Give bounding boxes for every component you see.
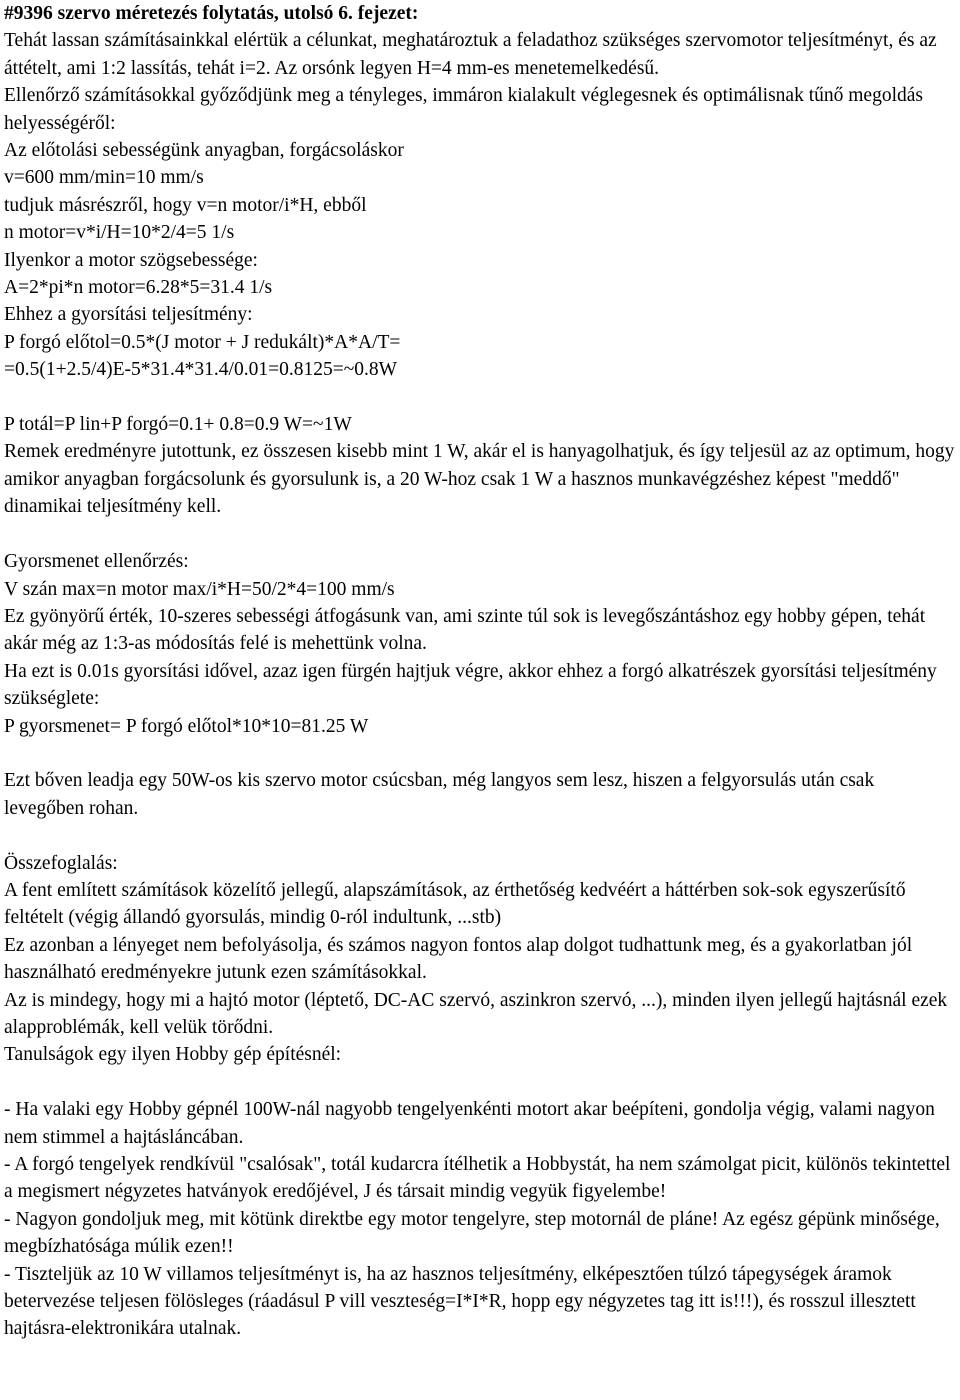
paragraph-line: =0.5(1+2.5/4)E-5*31.4*31.4/0.01=0.8125=~0.8W (4, 359, 398, 381)
paragraph-line: tudjuk másrészről, hogy v=n motor/i*H, ebből (4, 194, 367, 216)
paragraph-line: P gyorsmenet= P forgó előtol*10*10=81.25 W (4, 715, 369, 737)
paragraph-line: A=2*pi*n motor=6.28*5=31.4 1/s (4, 277, 273, 299)
blank-line (4, 521, 956, 548)
paragraph-line: Tanulságok egy ilyen Hobby gép építésnél: (4, 1044, 342, 1066)
paragraph-line: - Nagyon gondoljuk meg, mit kötünk direktbe egy motor tengelyre, step motornál de pláne! Az egész gépünk minősége, megbízhatósága múlik ezen!! (4, 1208, 945, 1258)
paragraph-line: V szán max=n motor max/i*H=50/2*4=100 mm/s (4, 578, 395, 600)
paragraph-line: P forgó előtol=0.5*(J motor + J redukált)*A*A/T= (4, 331, 401, 353)
blank-line (4, 384, 956, 411)
blank-line (4, 822, 956, 849)
paragraph-line: Ellenőrző számításokkal győződjünk meg a tényleges, immáron kialakult véglegesnek és optimálisnak tűnő megoldás helyességéről: (4, 85, 928, 134)
paragraph-line: P totál=P lin+P forgó=0.1+ 0.8=0.9 W=~1W (4, 414, 352, 436)
paragraph-line: A fent említett számítások közelítő jellegű, alapszámítások, az érthetőség kedvéért a háttérben sok-sok egyszerűsítő feltételt (végig állandó gyorsulás, mindig 0-ról indultunk, ...stb) (4, 879, 911, 929)
paragraph-line: - Tiszteljük az 10 W villamos teljesítményt is, ha az hasznos teljesítmény, elképesztően túlzó tápegységek áramok betervezése teljesen fölösleges (ráadásul P vill veszteség=I*I*R, hopp egy négyzetes tag itt is!!!), és rosszul illesztett hajtásra-elektronikára utalnak. (4, 1263, 921, 1340)
paragraph-line: v=600 mm/min=10 mm/s (4, 167, 204, 189)
document-lines (4, 27, 960, 1342)
blank-line (4, 1069, 956, 1096)
paragraph-line: Az is mindegy, hogy mi a hajtó motor (léptető, DC-AC szervó, aszinkron szervó, ...), minden ilyen jellegű hajtásnál ezek alapproblémák, kell velük törődni. (4, 989, 953, 1038)
paragraph-line: Remek eredményre jutottunk, ez összesen kisebb mint 1 W, akár el is hanyagolhatjuk, és így teljesül az az optimum, hogy amikor anyagban forgácsolunk és gyorsulunk is, a 20 W-hoz csak 1 W a hasznos munkavégzéshez képest "meddő" dinamikai teljesítmény kell. (4, 441, 960, 518)
document-body (4, 0, 960, 1343)
paragraph-line: Ezt bőven leadja egy 50W-os kis szervo motor csúcsban, még langyos sem lesz, hiszen a felgyorsulás után csak levegőben rohan. (4, 770, 880, 819)
paragraph-line: n motor=v*i/H=10*2/4=5 1/s (4, 222, 235, 244)
paragraph-line: Ha ezt is 0.01s gyorsítási idővel, azaz igen fürgén hajtjuk végre, akkor ehhez a forgó alkatrészek gyorsítási teljesítmény szükséglete: (4, 660, 942, 710)
paragraph-line: Ez azonban a lényeget nem befolyásolja, és számos nagyon fontos alap dolgot tudhattunk meg, és a gyakorlatban jól használható eredményekre jutunk ezen számításokkal. (4, 934, 917, 984)
paragraph-line: Összefoglalás: (4, 852, 118, 874)
paragraph-line: Tehát lassan számításainkkal elértük a célunkat, meghatároztuk a feladathoz szükséges szervomotor teljesítményt, és az áttételt, ami 1:2 lassítás, tehát i=2. Az orsónk legyen H=4 mm-es menetemelkedésű. (4, 30, 942, 79)
paragraph-line: - A forgó tengelyek rendkívül "csalósak", totál kudarcra ítélhetik a Hobbystát, ha nem számolgat picit, különös tekintettel a megismert négyzetes hatványok eredőjével, J és társait mindig vegyük figyelembe! (4, 1153, 956, 1203)
paragraph-line: Ehhez a gyorsítási teljesítmény: (4, 304, 253, 326)
paragraph-line: Az előtolási sebességünk anyagban, forgácsoláskor (4, 140, 404, 162)
paragraph-line: Gyorsmenet ellenőrzés: (4, 551, 189, 573)
document-title: #9396 szervo méretezés folytatás, utolsó 6. fejezet: (4, 3, 419, 24)
paragraph-line: Ilyenkor a motor szögsebessége: (4, 249, 258, 271)
paragraph-line: - Ha valaki egy Hobby gépnél 100W-nál nagyobb tengelyenkénti motort akar beépíteni, gondolja végig, valami nagyon nem stimmel a hajtásláncában. (4, 1099, 940, 1148)
blank-line (4, 740, 956, 767)
paragraph-line: Ez gyönyörű érték, 10-szeres sebességi átfogásunk van, ami szinte túl sok is levegőszántáshoz egy hobby gépen, tehát akár még az 1:3-as módosítás felé is mehettünk volna. (4, 605, 930, 655)
